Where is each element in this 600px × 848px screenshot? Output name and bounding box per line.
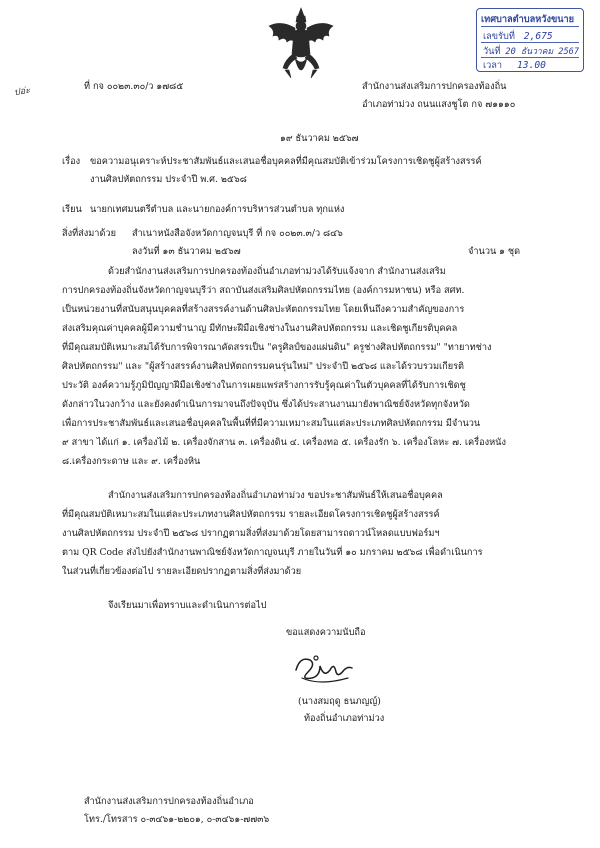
subject-line-2: งานศิลปหัตถกรรม ประจำปี พ.ศ. ๒๕๖๘ xyxy=(90,174,247,185)
margin-handwritten-note: ปอ่ะ xyxy=(13,85,31,99)
document-date: ๑๙ ธันวาคม ๒๕๖๗ xyxy=(280,133,359,144)
stamp-date-label: วันที่ xyxy=(483,46,501,57)
body-line: ที่มีคุณสมบัติเหมาะสมได้รับการพิจารณาคัดสรรเป็น "ครูศิลป์ของแผ่นดิน" ครูช่างศิลปหัตถกรรม" "ทายาทช่าง xyxy=(62,342,492,353)
enclosure-line-1: สำเนาหนังสือจังหวัดกาญจนบุรี ที่ กจ ๐๐๒๓.๓/ว ๘๔๖ xyxy=(132,228,343,239)
office-address: อำเภอท่าม่วง ถนนแสงชูโต กจ ๗๑๑๑๐ xyxy=(362,99,516,110)
stamp-date-value: 20 ธันวาคม 2567 xyxy=(505,47,579,57)
signer-name: (นางสมฤดู ธนภญญ์) xyxy=(298,696,381,707)
footer-phone: โทร./โทรสาร ๐-๓๔๖๑-๒๒๐๑, ๐-๓๔๖๑-๗๗๓๖ xyxy=(84,814,270,825)
enclosure-line-2: ลงวันที่ ๑๓ ธันวาคม ๒๕๖๗ xyxy=(132,246,241,257)
body-line: เป็นหน่วยงานที่สนับสนุนบุคคลที่สร้างสรรค์งานด้านศิลปะหัตถกรรมไทย โดยเห็นถึงความสำคัญของการ xyxy=(62,304,465,315)
salutation-label: เรียน xyxy=(62,204,82,215)
closing-request: จึงเรียนมาเพื่อทราบและดำเนินการต่อไป xyxy=(108,600,267,611)
stamp-recv-no-value: 2,675 xyxy=(523,31,553,42)
office-name: สำนักงานส่งเสริมการปกครองท้องถิ่น xyxy=(362,81,507,92)
body-line: เพื่อการประชาสัมพันธ์และเสนอชื่อบุคคลในพื้นที่ที่มีความเหมาะสมในแต่ละประเภทศิลปหัตถกรรม มีจำนวน xyxy=(62,418,481,429)
body-line: ดังกล่าวในวงกว้าง และยังคงดำเนินการมาจนถึงปัจจุบัน ซึ่งได้ประสานงานมายังพาณิชย์จังหวัดทุกจังหวัด xyxy=(62,399,470,410)
body-line: ด้วยสำนักงานส่งเสริมการปกครองท้องถิ่นอำเภอท่าม่วงได้รับแจ้งจาก สำนักงานส่งเสริม xyxy=(108,266,446,277)
enclosure-count: จำนวน ๑ ชุด xyxy=(468,246,521,257)
subject-line-1: ขอความอนุเคราะห์ประชาสัมพันธ์และเสนอชื่อบุคคลที่มีคุณสมบัติเข้าร่วมโครงการเชิดชูผู้สร้างสรรค์ xyxy=(90,156,482,167)
receiving-stamp xyxy=(476,8,584,72)
body-line: ในส่วนที่เกี่ยวข้องต่อไป รายละเอียดปรากฏตามสิ่งที่ส่งมาด้วย xyxy=(62,566,302,577)
body-line: ส่งเสริมคุณค่าบุคคลผู้มีความชำนาญ มีทักษะฝีมือเชิงช่างในงานศิลปหัตถกรรม และเชิดชูเกียรติบุคคล xyxy=(62,323,458,334)
body-line: ที่มีคุณสมบัติเหมาะสมในแต่ละประเภทงานศิลปหัตถกรรม รายละเอียดโครงการเชิดชูผู้สร้างสรรค์ xyxy=(62,509,440,520)
subject-label: เรื่อง xyxy=(62,156,81,167)
body-line: ประวัติ องค์ความรู้ภูมิปัญญาฝีมือเชิงช่างในการเผยแพร่สร้างการรับรู้คุณค่าในตัวบุคคลที่ได้รับการเชิดชู xyxy=(62,380,466,391)
closing-phrase: ขอแสดงความนับถือ xyxy=(286,627,366,638)
stamp-recv-no-label: เลขรับที่ xyxy=(483,31,515,42)
body-line: งานศิลปหัตถกรรม ประจำปี ๒๕๖๘ ปรากฏตามสิ่งที่ส่งมาด้วยโดยสามารถดาวน์โหลดแบบฟอร์มฯ xyxy=(62,528,440,539)
body-line: ๙ สาขา ได้แก่ ๑. เครื่องไม้ ๒. เครื่องจักสาน ๓. เครื่องดิน ๔. เครื่องทอ ๕. เครื่องรัก ๖. เครื่องโลหะ ๗. เครื่องหนัง xyxy=(62,437,506,448)
handwritten-signature xyxy=(290,648,360,690)
stamp-time xyxy=(483,58,546,73)
salutation-recipient: นายกเทศมนตรีตำบล และนายกองค์การบริหารส่วนตำบล ทุกแห่ง xyxy=(90,204,345,215)
body-line: สำนักงานส่งเสริมการปกครองท้องถิ่นอำเภอท่าม่วง ขอประชาสัมพันธ์ให้เสนอชื่อบุคคล xyxy=(108,490,443,501)
garuda-emblem xyxy=(267,6,335,82)
body-line: ศิลปหัตถกรรม" และ "ผู้สร้างสรรค์งานศิลปหัตถกรรมคนรุ่นใหม่" ประจำปี ๒๕๖๘ และได้รวบรวมเกียรติ xyxy=(62,361,465,372)
body-line: ๘.เครื่องกระดาษ และ ๙. เครื่องหิน xyxy=(62,456,201,467)
stamp-time-label: เวลา xyxy=(483,60,503,71)
body-line: ตาม QR Code ส่งไปยังสำนักงานพาณิชย์จังหวัดกาญจนบุรี ภายในวันที่ ๑๐ มกราคม ๒๕๖๘ เพื่อดำเนินการ xyxy=(62,547,483,558)
footer-office: สำนักงานส่งเสริมการปกครองท้องถิ่นอำเภอ xyxy=(84,796,254,807)
enclosure-label: สิ่งที่ส่งมาด้วย xyxy=(62,228,116,239)
stamp-agency: เทศบาลตำบลหวังขนาย xyxy=(481,14,575,25)
body-line: การปกครองท้องถิ่นจังหวัดกาญจนบุรีว่า สถาบันส่งเสริมศิลปหัตถกรรมไทย (องค์การมหาชน) หรือ สศท. xyxy=(62,285,465,296)
signer-position: ท้องถิ่นอำเภอท่าม่วง xyxy=(304,713,385,724)
stamp-time-value: 13.00 xyxy=(517,60,546,71)
document-number: ที่ กจ ๐๐๒๓.๓๐/ว ๑๗๘๕ xyxy=(84,81,184,92)
